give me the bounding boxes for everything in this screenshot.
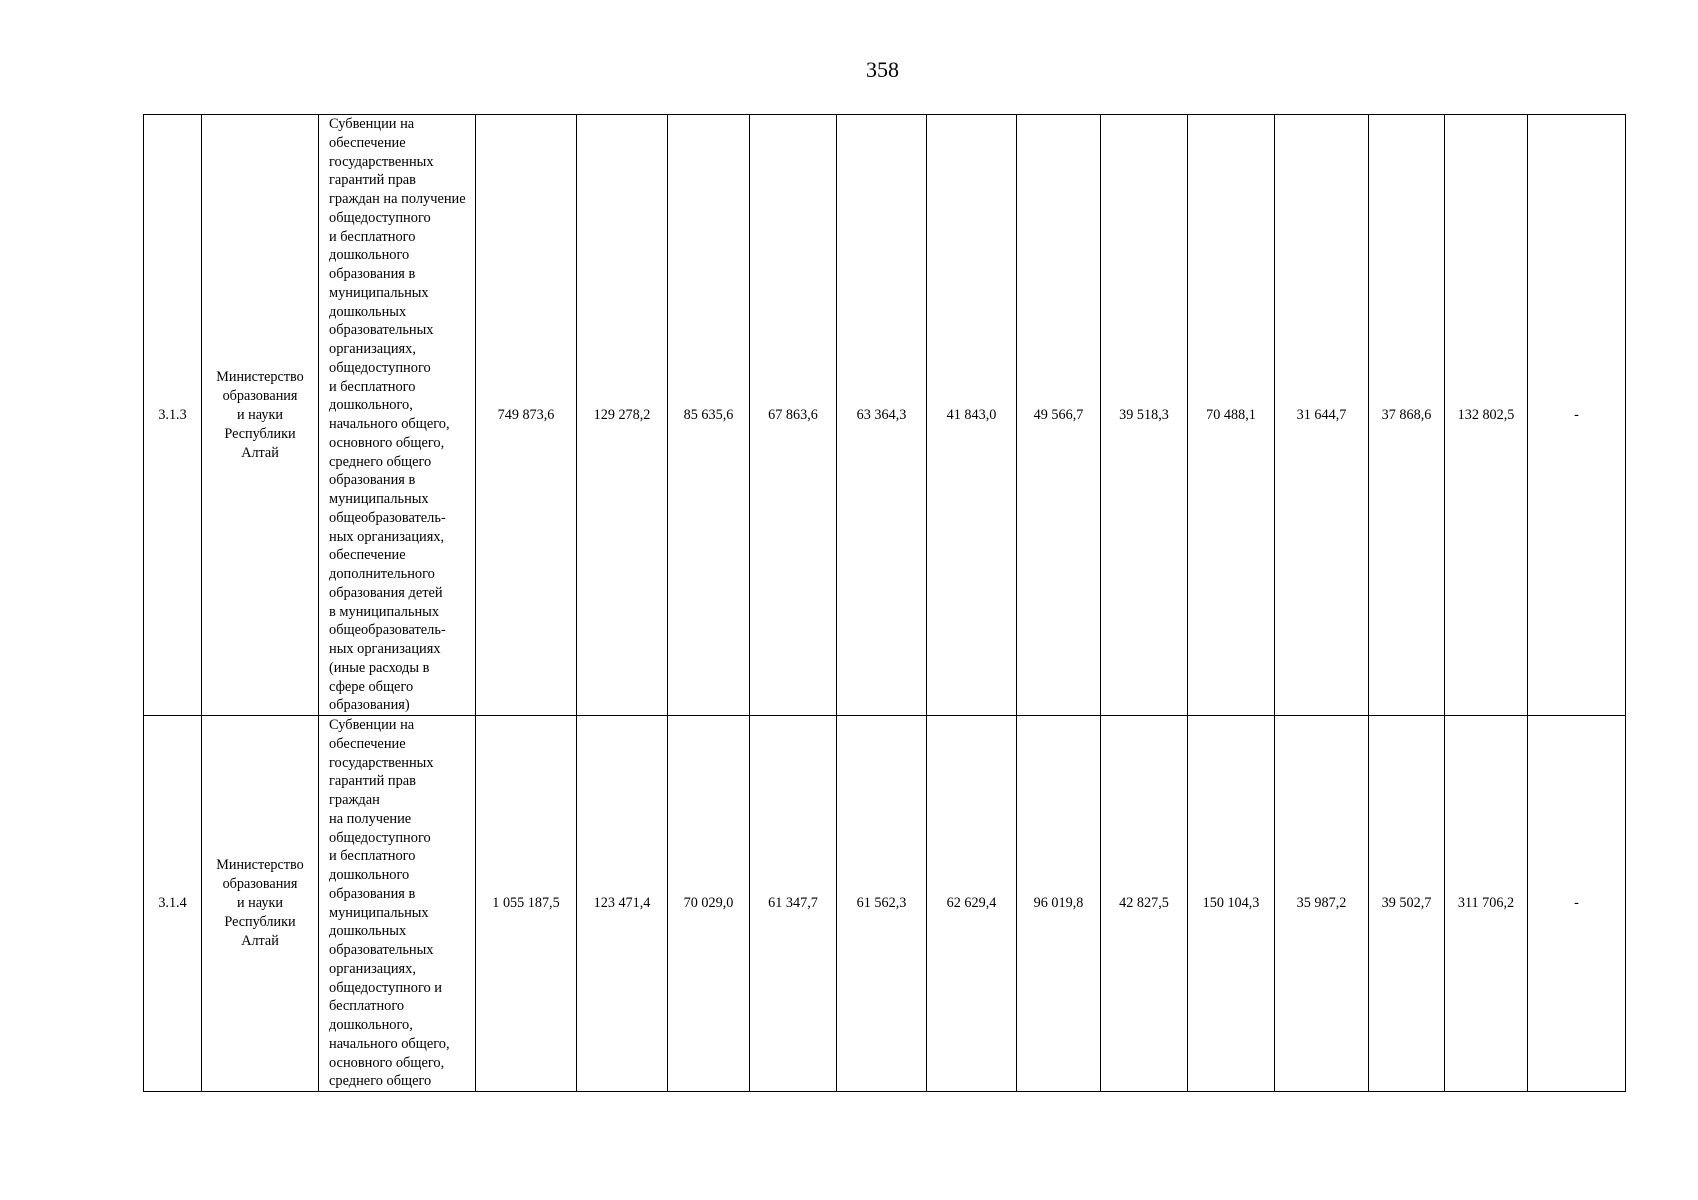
- value-cell: 61 562,3: [837, 716, 927, 1092]
- value-cell: 123 471,4: [577, 716, 668, 1092]
- value-cell: 129 278,2: [577, 115, 668, 716]
- value-cell: 39 518,3: [1101, 115, 1188, 716]
- value-cell: 67 863,6: [750, 115, 837, 716]
- value-cell: 150 104,3: [1188, 716, 1275, 1092]
- value-cell: 311 706,2: [1445, 716, 1528, 1092]
- responsible-organization: Министерство образования и науки Республики Алтай: [202, 716, 319, 1092]
- responsible-organization: Министерство образования и науки Республики Алтай: [202, 115, 319, 716]
- value-cell: 37 868,6: [1369, 115, 1445, 716]
- budget-table: [143, 114, 1626, 1092]
- value-cell: 70 029,0: [668, 716, 750, 1092]
- table-row: [144, 115, 1626, 716]
- expense-description: Субвенции на обеспечение государственных гарантий прав граждан на получение общедоступного и бесплатного дошкольного образования в муниципальных дошкольных образовательных организациях, общедоступного и бесплатного дошкольного, начального общего, основного общего, среднего общего: [319, 716, 476, 1092]
- value-cell: 1 055 187,5: [476, 716, 577, 1092]
- value-cell: 61 347,7: [750, 716, 837, 1092]
- value-cell: 85 635,6: [668, 115, 750, 716]
- value-cell: 39 502,7: [1369, 716, 1445, 1092]
- value-cell: 63 364,3: [837, 115, 927, 716]
- value-cell: 132 802,5: [1445, 115, 1528, 716]
- value-cell: 41 843,0: [927, 115, 1017, 716]
- value-cell: 749 873,6: [476, 115, 577, 716]
- value-cell: 31 644,7: [1275, 115, 1369, 716]
- value-cell: 96 019,8: [1017, 716, 1101, 1092]
- value-cell: -: [1528, 115, 1626, 716]
- row-code: 3.1.3: [144, 115, 202, 716]
- value-cell: 42 827,5: [1101, 716, 1188, 1092]
- value-cell: -: [1528, 716, 1626, 1092]
- value-cell: 35 987,2: [1275, 716, 1369, 1092]
- expense-description: Субвенции на обеспечение государственных гарантий прав граждан на получение общедоступного и бесплатного дошкольного образования в муниципальных дошкольных образовательных организациях, общедоступного и бесплатного дошкольного, начального общего, основного общего, среднего общего образования в муниципальных общеобразователь- ных организациях, обеспечение дополнительного образования детей в муниципальных общеобразователь- ных организациях (иные расходы в сфере общего образования): [319, 115, 476, 716]
- value-cell: 49 566,7: [1017, 115, 1101, 716]
- page-number: 358: [866, 57, 899, 82]
- row-code: 3.1.4: [144, 716, 202, 1092]
- table-row: [144, 716, 1626, 1092]
- value-cell: 62 629,4: [927, 716, 1017, 1092]
- value-cell: 70 488,1: [1188, 115, 1275, 716]
